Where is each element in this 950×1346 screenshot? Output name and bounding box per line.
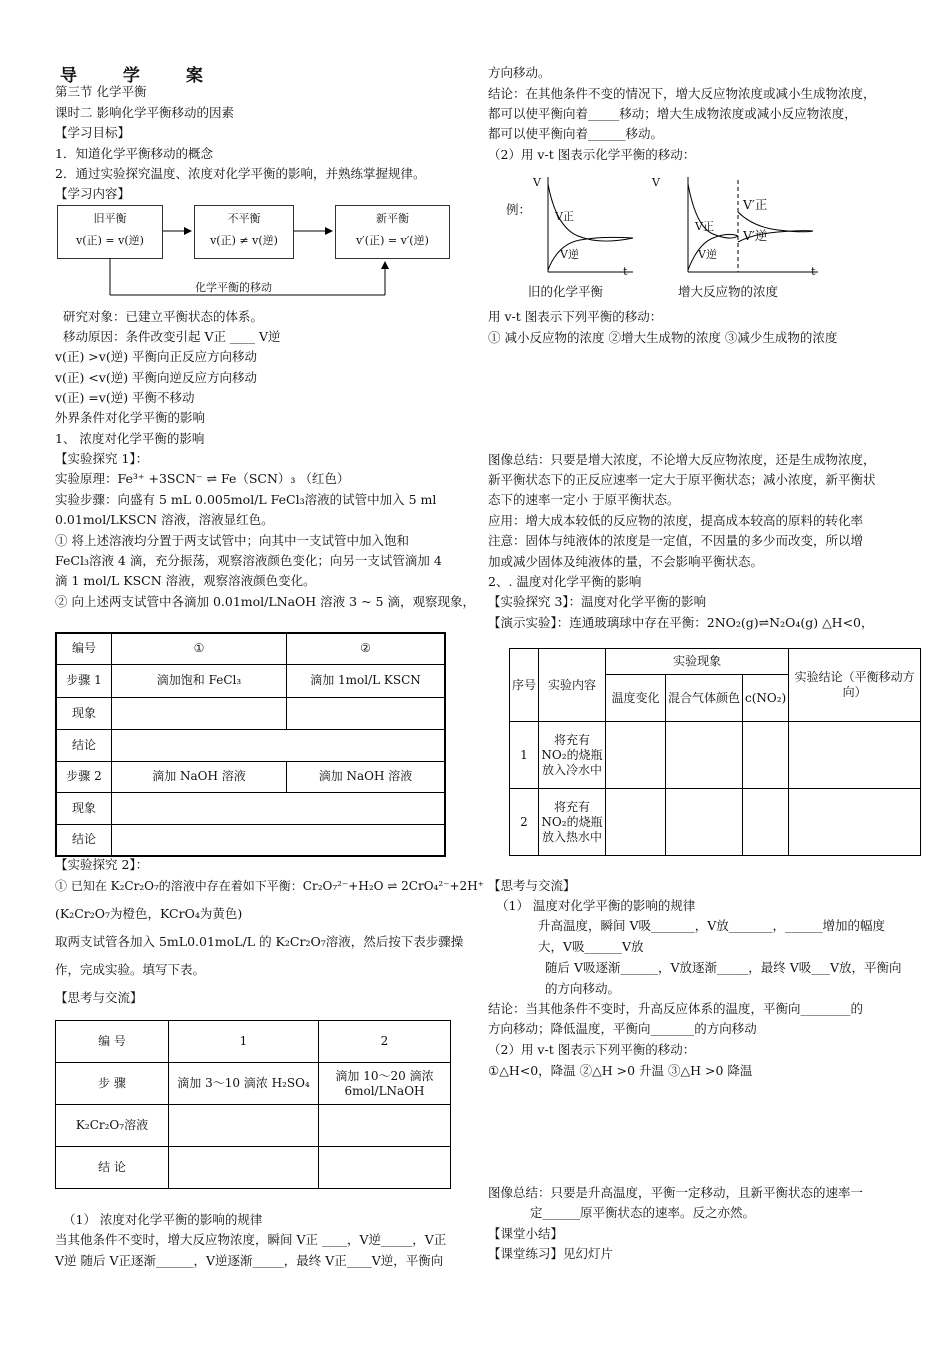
exp1-step1-a: ① 将上述溶液均分置于两支试管中；向其中一支试管中加入饱和 (55, 533, 409, 548)
graph2-caption: 增大反应物的浓度 (678, 284, 779, 299)
note-1: 注意：固体与纯液体的浓度是一定值，不因量的多少而改变，所以增 (488, 533, 864, 548)
graph1-v-label: V (533, 176, 541, 189)
temp-conclusion-b: 方向移动；降低温度，平衡向_______的方向移动 (488, 1021, 757, 1036)
demo-experiment: 【演示实验】：连通玻璃球中存在平衡：2NO₂(g)⇌N₂O₄(g) △H<0， (488, 615, 874, 630)
conc-rule-b: V逆 随后 V正逐渐______，V逆逐渐_____，最终 V正____V逆，平衡向 (55, 1253, 444, 1268)
conc-rule-a: 当其他条件不变时，增大反应物浓度，瞬间 V正 ____，V逆_____，V正 (55, 1232, 447, 1247)
graph1-vz: V正 (555, 210, 574, 223)
r-conclusion-1: 结论：在其他条件不变的情况下，增大反应物浓度或减小生成物浓度， (488, 86, 876, 101)
rule-forward: v(正) >v(逆) 平衡向正反应方向移动 (55, 349, 258, 364)
rule-backward: v(正) <v(逆) 平衡向逆反应方向移动 (55, 370, 258, 385)
exp1-steps-b: 0.01mol/LKSCN 溶液，溶液显红色。 (55, 512, 274, 527)
temp-vt-heading: （2）用 v-t 图表示下列平衡的移动： (488, 1042, 696, 1057)
content-heading: 【学习内容】 (55, 186, 131, 201)
vt-task-items: ① 减小反应物的浓度 ②增大生成物的浓度 ③减少生成物的浓度 (488, 330, 838, 345)
conc-rule-heading: （1） 浓度对化学平衡的影响的规律 (63, 1212, 263, 1227)
temp-rule-b: 大，V吸______V放 (538, 939, 644, 954)
exp1-step2: ② 向上述两支试管中各滴加 0.01mol/LNaOH 溶液 3 ~ 5 滴，观察现象， (55, 594, 475, 609)
exp1-table: 编号 ① ② 步骤 1 滴加饱和 FeCl₃ 滴加 1mol/L KSCN 现象 结论 步骤 2 滴加 NaOH 溶液 滴加 NaOH 溶液 现象 结论 (55, 632, 446, 857)
graph2-t: t (811, 265, 816, 278)
exp1-principle: 实验原理：Fe³⁺ +3SCN⁻ ⇌ Fe（SCN）₃ （红色） (55, 471, 350, 486)
exp3-table: 序号 实验内容 实验现象 实验结论（平衡移动方向） 温度变化 混合气体颜色 c(NO₂) 1 将充有 NO₂的烧瓶放入冷水中 2 将充有 NO₂的烧瓶放入热水中 (509, 648, 921, 856)
exp1-steps-a: 实验步骤：向盛有 5 mL 0.005mol/L FeCl₃溶液的试管中加入 5 ml (55, 492, 437, 507)
new-balance-box: 新平衡 v′(正) = v′(逆) (335, 205, 450, 259)
exp1-heading: 【实验探究 1】： (55, 451, 149, 466)
graph2-v-label: V (652, 176, 660, 189)
exp2-procedure-b: 作，完成实验。填写下表。 (55, 962, 206, 977)
note-2: 加或减少固体及纯液体的量，不会影响平衡状态。 (488, 554, 764, 569)
goal-2: 2．通过实验探究温度、浓度对化学平衡的影响，并熟练掌握规律。 (55, 166, 426, 181)
temp-summary-a: 图像总结：只要是升高温度，平衡一定移动，且新平衡状态的速率一 (488, 1185, 864, 1200)
research-object: 研究对象：已建立平衡状态的体系。 (63, 309, 264, 324)
section-title: 第三节 化学平衡 (55, 84, 147, 99)
temp-rule-c: 随后 V吸逐渐______，V放逐渐_____，最终 V吸___V放，平衡向 (545, 960, 902, 975)
temp-conclusion-a: 结论：当其他条件不变时，升高反应体系的温度，平衡向________的 (488, 1001, 864, 1016)
exp3-heading: 【实验探究 3】：温度对化学平衡的影响 (488, 594, 707, 609)
old-balance-box: 旧平衡 v(正) = v(逆) (57, 205, 163, 259)
temp-rule-heading: （1） 温度对化学平衡的影响的规律 (496, 898, 696, 913)
application: 应用：增大成本较低的反应物的浓度，提高成本较高的原料的转化率 (488, 513, 864, 528)
think-heading-2: 【思考与交流】 (488, 878, 576, 893)
exp2-procedure-a: 取两支试管各加入 5mL0.01moL/L 的 K₂Cr₂O₇溶液，然后按下表步骤操 (55, 934, 464, 949)
summary-3: 态下的速率一定小 于原平衡状态。 (488, 492, 680, 507)
graph1-caption: 旧的化学平衡 (528, 284, 604, 299)
goals-heading: 【学习目标】 (55, 125, 131, 140)
summary-2: 新平衡状态下的正反应速率一定大于原平衡状态；减小浓度，新平衡状 (488, 472, 876, 487)
concentration-heading: 1、 浓度对化学平衡的影响 (55, 431, 205, 446)
temperature-heading: 2、. 温度对化学平衡的影响 (488, 574, 642, 589)
r-conclusion-2: 都可以使平衡向着_____移动；增大生成物浓度或减小反应物浓度， (488, 106, 857, 121)
exp2-heading: 【实验探究 2】： (55, 857, 149, 872)
vt-heading: （2）用 v-t 图表示化学平衡的移动： (488, 147, 696, 162)
example-label: 例： (506, 202, 532, 217)
move-reason: 移动原因：条件改变引起 V正 ____ V逆 (63, 329, 281, 344)
class-summary-heading: 【课堂小结】 (488, 1226, 564, 1241)
exp1-step1-b: FeCl₃溶液 4 滴，充分振荡，观察溶液颜色变化；向另一支试管滴加 4 (55, 553, 442, 568)
external-conditions: 外界条件对化学平衡的影响 (55, 410, 206, 425)
exp1-step1-c: 滴 1 mol/L KSCN 溶液，观察溶液颜色变化。 (55, 573, 316, 588)
summary-1: 图像总结：只要是增大浓度，不论增大反应物浓度，还是生成物浓度， (488, 452, 876, 467)
rule-none: v(正) =v(逆) 平衡不移动 (55, 390, 195, 405)
class-practice: 【课堂练习】见幻灯片 (488, 1246, 614, 1261)
think-heading-1: 【思考与交流】 (55, 990, 143, 1005)
graph1-t: t (623, 265, 628, 278)
graph2-vz: V正 (695, 220, 714, 233)
exp2-colors: (K₂Cr₂O₇为橙色，KCrO₄为黄色) (55, 906, 243, 921)
vt-task-heading: 用 v-t 图表示下列平衡的移动： (488, 309, 663, 324)
exp2-equation: ① 已知在 K₂Cr₂O₇的溶液中存在着如下平衡：Cr₂O₇²⁻+H₂O ⇌ 2CrO₄²⁻+2H⁺ (55, 879, 484, 893)
goal-1: 1．知道化学平衡移动的概念 (55, 146, 213, 161)
graph2-vn: V逆 (698, 248, 717, 261)
temp-rule-a: 升高温度，瞬间 V吸_______，V放_______，______增加的幅度 (538, 918, 886, 933)
r-line-1: 方向移动。 (488, 65, 551, 80)
graph1-vn: V逆 (560, 248, 579, 261)
page-title: 导 学 案 (60, 66, 223, 86)
temp-summary-b: 定______原平衡状态的速率。反之亦然。 (530, 1205, 756, 1220)
unbalance-box: 不平衡 v(正) ≠ v(逆) (194, 205, 294, 259)
graph2-vn-prime: V′逆 (743, 228, 768, 243)
lesson-title: 课时二 影响化学平衡移动的因素 (55, 105, 234, 120)
flow-caption: 化学平衡的移动 (195, 281, 272, 294)
r-conclusion-3: 都可以使平衡向着______移动。 (488, 126, 664, 141)
temp-rule-d: 的方向移动。 (545, 981, 621, 996)
graph2-vz-prime: V′正 (743, 197, 768, 212)
exp2-table: 编 号 1 2 步 骤 滴加 3～10 滴浓 H₂SO₄ 滴加 10～20 滴浓 6mol/LNaOH K₂Cr₂O₇溶液 结 论 (55, 1020, 451, 1189)
temp-vt-items: ①△H<0，降温 ②△H >0 升温 ③△H >0 降温 (488, 1063, 753, 1078)
